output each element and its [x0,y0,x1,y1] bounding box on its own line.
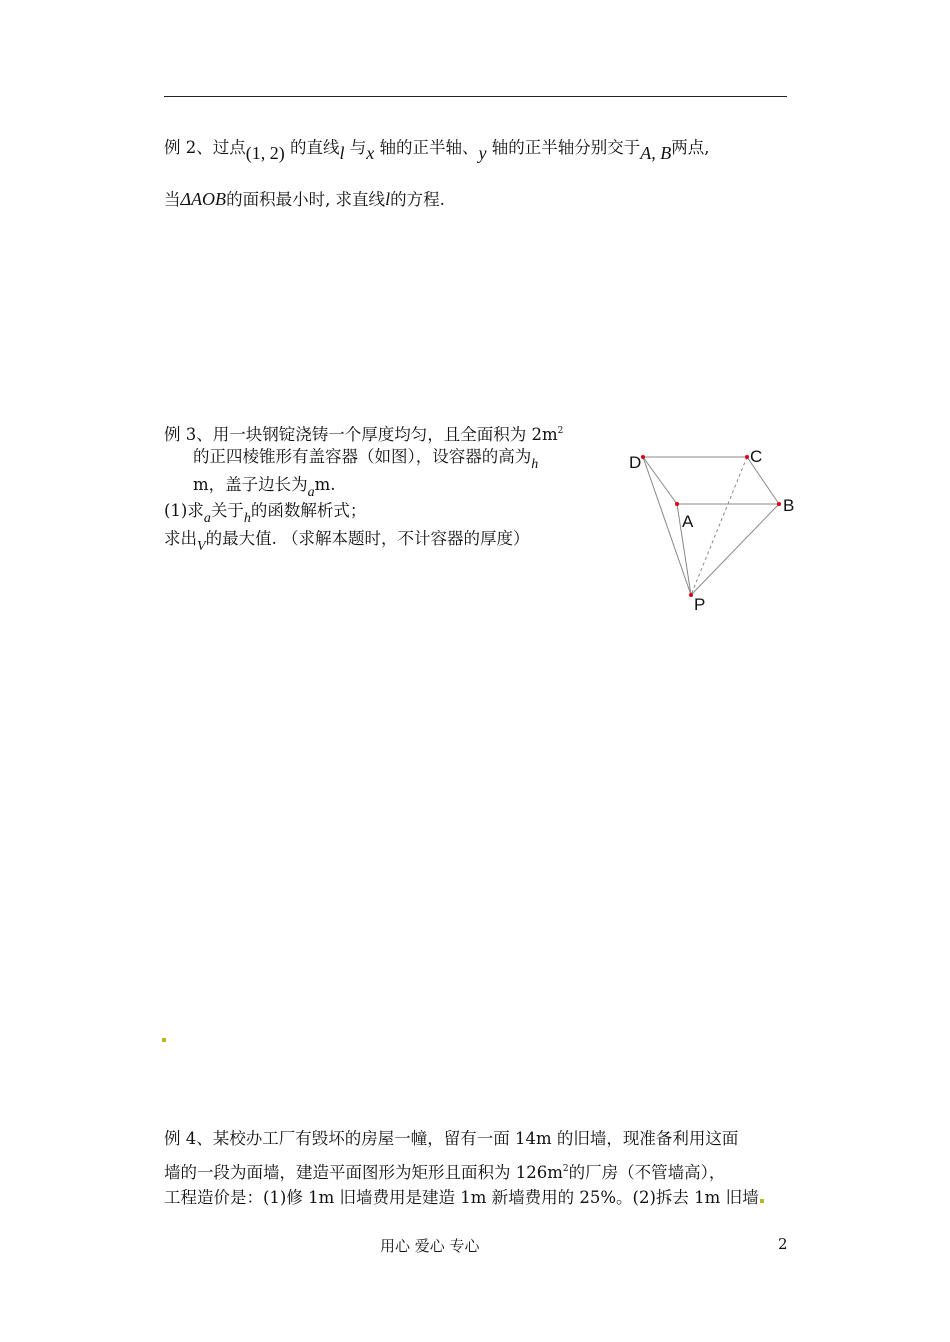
text: 轴的正半轴、 [379,138,479,157]
stray-marker [760,1199,764,1203]
var-a: a [203,511,211,526]
text: 与 [349,138,367,157]
ex2-line-1 [164,136,710,163]
vertex-c [745,455,749,459]
vertex-d [641,455,645,459]
point-expression: (1, 2) [245,143,285,163]
var-v: V [197,539,206,554]
vertex-p [689,593,693,597]
text: 的函数解析式； [250,501,367,520]
pyramid-figure [620,440,820,620]
label-b: B [783,496,795,515]
ex3-line-3 [193,474,336,498]
superscript: 2 [557,426,564,436]
ex3-line-2 [193,446,538,470]
header-rule [164,96,787,97]
text: (1)求 [164,501,204,520]
var-h: h [243,511,251,526]
footer-slogan: 用心 爱心 专心 [380,1237,480,1255]
text: 的面积最小时, 求直线 [226,190,386,209]
var-y: y [478,143,487,163]
text: m. [314,475,336,494]
triangle-aob: ΔAOB [180,189,227,209]
label-c: C [750,447,763,466]
ex4-line-2 [164,1158,725,1184]
label-a: A [682,512,694,531]
text: 工程造价是：(1)修 1m 旧墙费用是建造 1m 新墙费用的 25%。(2)拆去 1m 旧墙 [164,1188,759,1207]
text: 墙的一段为面墙，建造平面图形为矩形且面积为 126m [164,1163,563,1182]
label-d: D [629,453,642,472]
text: 例 3、用一块钢锭浇铸一个厚度均匀，且全面积为 2m [164,425,558,444]
ex3-line-1 [164,420,563,446]
var-l: l [385,189,391,209]
var-l: l [339,143,345,163]
text: 求出 [164,529,197,548]
text: 当 [164,190,181,209]
page-number: 2 [778,1235,788,1253]
text: 的直线 [290,138,340,157]
var-a: a [307,485,315,500]
label-p: P [694,595,706,614]
text: 的方程. [390,190,445,209]
vertex-b [777,502,781,506]
ex4-line-3 [164,1187,764,1209]
text: m，盖子边长为 [193,475,308,494]
text: 的厂房（不管墙高）， [568,1163,726,1182]
ex3-line-4 [164,500,366,524]
text: 两点, [671,138,710,157]
stray-marker [162,1038,166,1042]
text: 例 4、某校办工厂有毁坏的房屋一幢，留有一面 14m 的旧墙，现准备利用这面 [164,1129,739,1148]
edge-cp-hidden [691,457,747,595]
vertex-a [675,502,679,506]
text: 的正四棱锥形有盖容器（如图），设容器的高为 [193,447,532,466]
text: 轴的正半轴分别交于 [491,138,641,157]
edge-bp [691,504,779,595]
ex4-line-1 [164,1128,738,1150]
var-x: x [366,143,375,163]
text: 的最大值. （求解本题时，不计容器的厚度） [205,529,530,548]
text: 例 2、过点 [164,138,246,157]
var-h: h [531,457,539,472]
points-ab: A, B [640,143,672,163]
ex3-line-5 [164,528,530,552]
superscript: 2 [562,1164,569,1174]
text: 关于 [210,501,244,520]
edge-da [643,457,677,504]
ex2-line-2 [164,188,445,211]
